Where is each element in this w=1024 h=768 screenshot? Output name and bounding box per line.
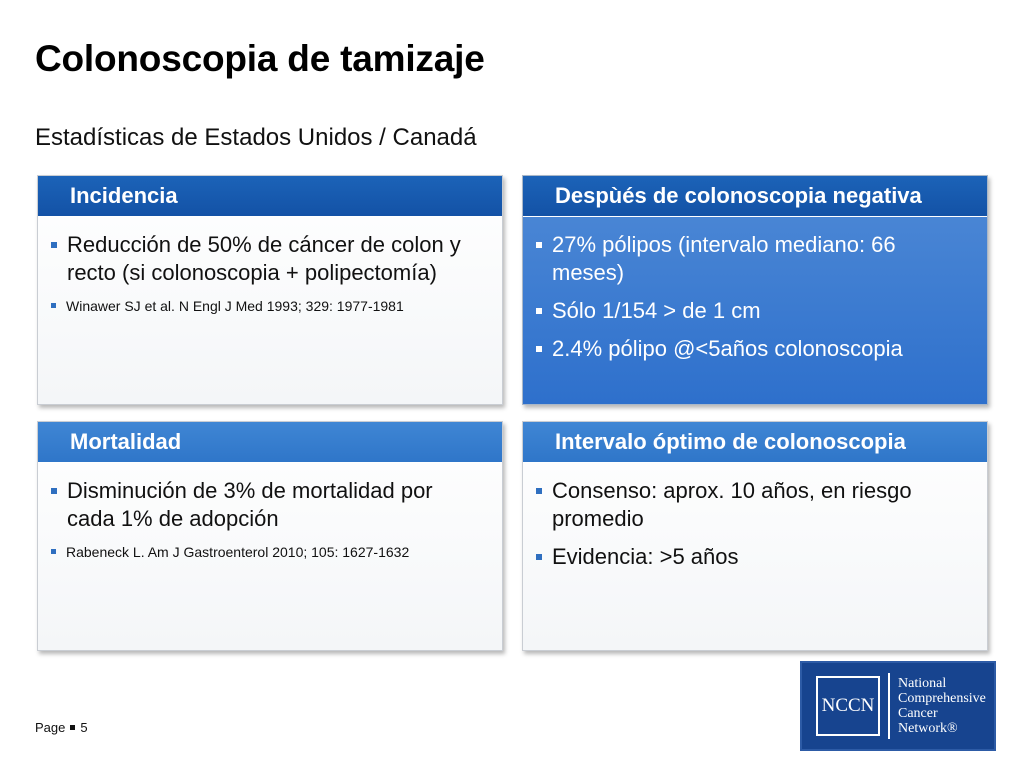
bullet-square-icon	[51, 549, 56, 554]
citation-item: Winawer SJ et al. N Engl J Med 1993; 329: 1977-1981	[50, 297, 484, 315]
citation-item: Rabeneck L. Am J Gastroenterol 2010; 105: 1627-1632	[50, 543, 484, 561]
bullet-item: Disminución de 3% de mortalidad por cada 1% de adopción	[50, 477, 484, 533]
panel-header-despues: Despùés de colonoscopia negativa	[523, 176, 987, 217]
bullet-square-icon	[51, 242, 57, 248]
separator-square-icon	[70, 725, 75, 730]
page-number: 5	[80, 720, 88, 735]
bullet-square-icon	[51, 303, 56, 308]
logo-abbr: NCCN	[816, 676, 880, 736]
bullet-item: 27% pólipos (intervalo mediano: 66 meses)	[535, 231, 969, 287]
panel-header-intervalo: Intervalo óptimo de colonoscopia	[523, 422, 987, 463]
panel-mortalidad	[37, 421, 503, 651]
bullet-square-icon	[536, 346, 542, 352]
bullet-square-icon	[51, 488, 57, 494]
slide-title: Colonoscopia de tamizaje	[35, 38, 485, 79]
bullet-square-icon	[536, 242, 542, 248]
bullet-item: Consenso: aprox. 10 años, en riesgo promedio	[535, 477, 969, 533]
slide-subtitle: Estadísticas de Estados Unidos / Canadá	[35, 124, 477, 151]
bullet-item: Reducción de 50% de cáncer de colon y recto (si colonoscopia + polipectomía)	[50, 231, 484, 287]
page-footer	[35, 720, 88, 735]
bullet-item: Sólo 1/154 > de 1 cm	[535, 297, 969, 325]
bullet-item: Evidencia: >5 años	[535, 543, 969, 571]
bullet-square-icon	[536, 554, 542, 560]
page-label: Page	[35, 720, 66, 735]
panel-intervalo-optimo	[522, 421, 988, 651]
bullet-square-icon	[536, 308, 542, 314]
bullet-square-icon	[536, 488, 542, 494]
panel-header-incidencia: Incidencia	[38, 176, 502, 217]
logo-divider	[888, 673, 890, 739]
panel-despues-colonoscopia-negativa	[522, 175, 988, 405]
bullet-item: 2.4% pólipo @<5años colonoscopia	[535, 335, 969, 363]
panel-incidencia	[37, 175, 503, 405]
logo-wordmark: National Comprehensive Cancer Network®	[898, 676, 986, 736]
panel-header-mortalidad: Mortalidad	[38, 422, 502, 463]
nccn-logo	[800, 661, 996, 751]
